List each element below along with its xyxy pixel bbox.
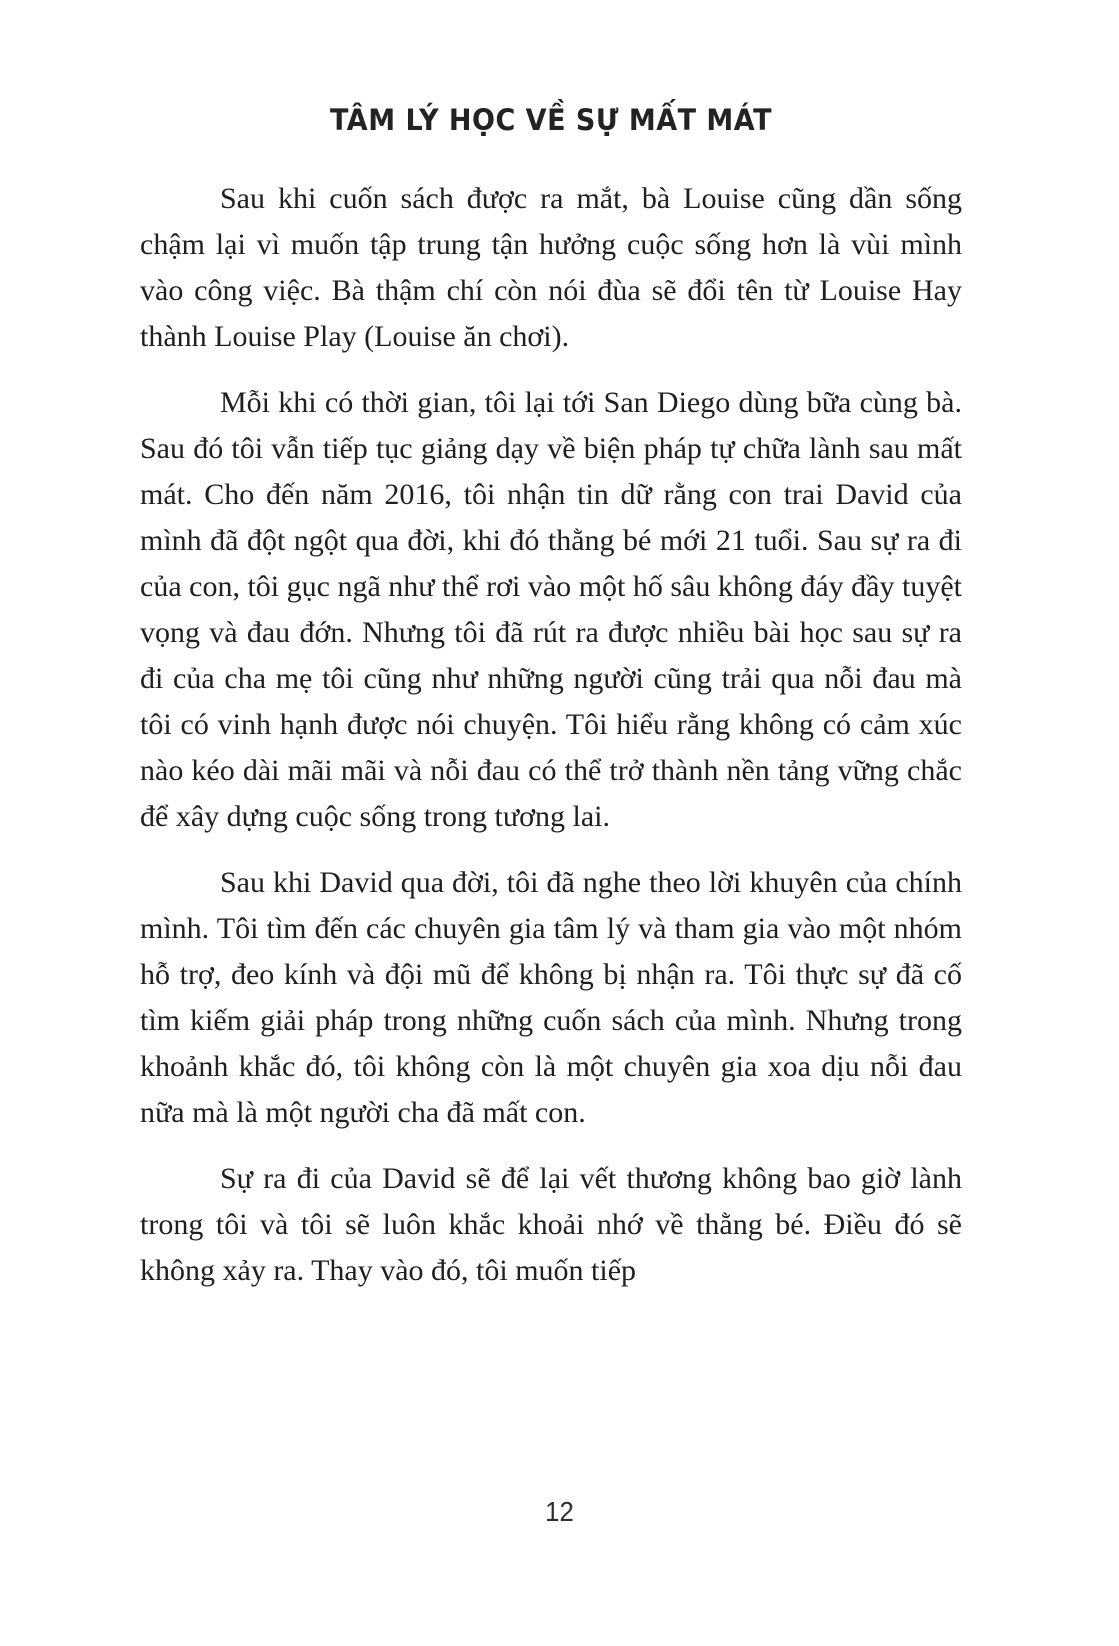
paragraph: Sự ra đi của David sẽ để lại vết thương không bao giờ lành trong tôi và tôi sẽ luôn khắc khoải nhớ về thằng bé. Điều đó sẽ không xảy ra. Thay vào đó, tôi muốn tiếp — [140, 1162, 962, 1287]
page-number: 12 — [545, 1496, 574, 1527]
paragraph: Sau khi David qua đời, tôi đã nghe theo lời khuyên của chính mình. Tôi tìm đến các chuyên gia tâm lý và tham gia vào một nhóm hỗ trợ, đeo kính và đội mũ để không bị nhận ra. Tôi thực sự đã cố tìm kiếm giải pháp trong những cuốn sách của mình. Nhưng trong khoảnh khắc đó, tôi không còn là một chuyên gia xoa dịu nỗi đau nữa mà là một người cha đã mất con. — [140, 866, 962, 1129]
paragraph: Sau khi cuốn sách được ra mắt, bà Louise cũng dần sống chậm lại vì muốn tập trung tận hưởng cuộc sống hơn là vùi mình vào công việc. Bà thậm chí còn nói đùa sẽ đổi tên từ Louise Hay thành Louise Play (Louise ăn chơi). — [140, 182, 962, 353]
paragraph: Mỗi khi có thời gian, tôi lại tới San Diego dùng bữa cùng bà. Sau đó tôi vẫn tiếp tục giảng dạy về biện pháp tự chữa lành sau mất mát. Cho đến năm 2016, tôi nhận tin dữ rằng con trai David của mình đã đột ngột qua đời, khi đó thằng bé mới 21 tuổi. Sau sự ra đi của con, tôi gục ngã như thể rơi vào một hố sâu không đáy đầy tuyệt vọng và đau đớn. Nhưng tôi đã rút ra được nhiều bài học sau sự ra đi của cha mẹ tôi cũng như những người cũng trải qua nỗi đau mà tôi có vinh hạnh được nói chuyện. Tôi hiểu rằng không có cảm xúc nào kéo dài mãi mãi và nỗi đau có thể trở thành nền tảng vững chắc để xây dựng cuộc sống trong tương lai. — [140, 386, 962, 833]
body-text — [140, 176, 962, 1314]
chapter-title: TÂM LÝ HỌC VỀ SỰ MẤT MÁT — [329, 104, 772, 138]
